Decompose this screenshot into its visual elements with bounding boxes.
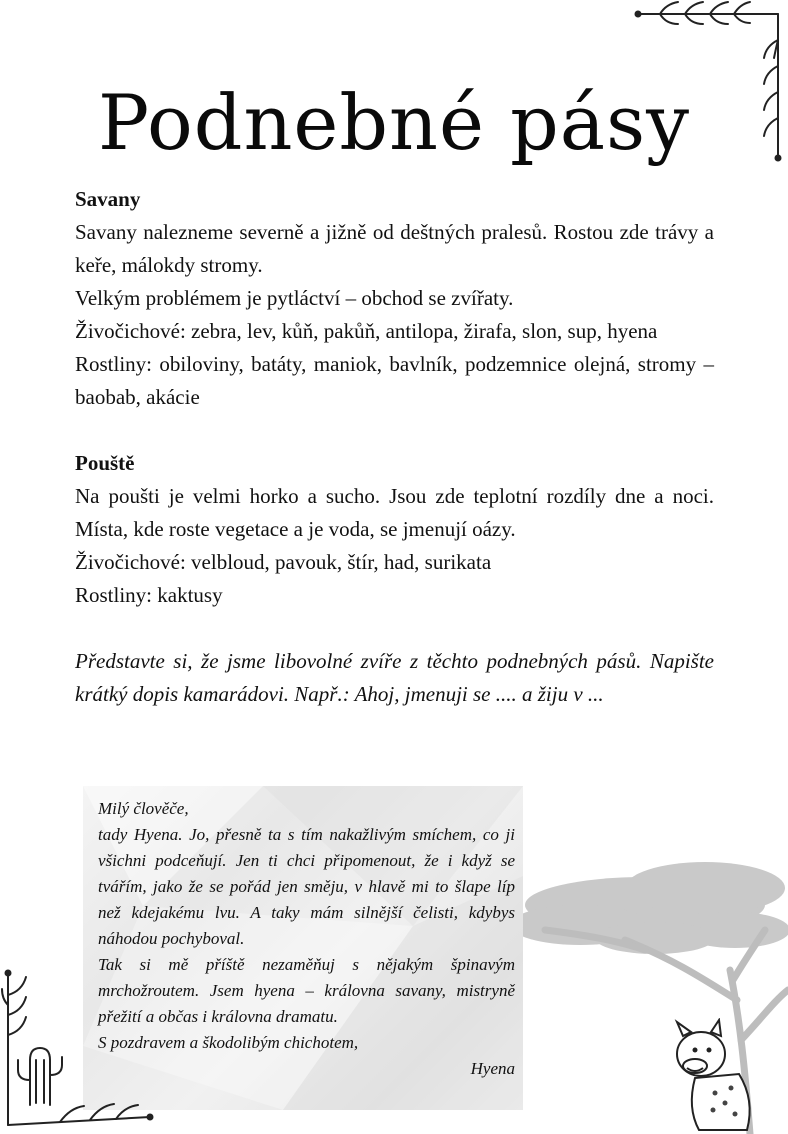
savany-line: Savany nalezneme severně a jižně od deštných pralesů. Rostou zde trávy a keře, málokdy stromy.	[75, 220, 714, 277]
content-body	[75, 183, 714, 711]
letter-closing: S pozdravem a škodolibým chichotem,	[98, 1033, 359, 1052]
savany-line: Živočichové: zebra, lev, kůň, pakůň, antilopa, žirafa, slon, sup, hyena	[75, 319, 658, 343]
letter-signature: Hyena	[470, 1059, 515, 1078]
section-heading-pouste: Pouště	[75, 451, 135, 475]
savany-line: Rostliny: obiloviny, batáty, maniok, bavlník, podzemnice olejná, stromy – baobab, akácie	[75, 352, 714, 409]
section-heading-savany: Savany	[75, 187, 141, 211]
spacer	[75, 612, 714, 645]
pouste-line: Živočichové: velbloud, pavouk, štír, had, surikata	[75, 550, 492, 574]
letter-paragraph: tady Hyena. Jo, přesně ta s tím nakažlivým smíchem, co ji všichni podceňují. Jen ti chci připomenout, že i když se tvářím, jako že se pořád jen směju, v hlavě mi to šlape líp než kdejakému lvu. A taky mám silnější čelisti, kdybys náhodou pochyboval.	[98, 825, 515, 948]
cartoon-hyena-icon	[665, 1018, 765, 1134]
pouste-line: Na poušti je velmi horko a sucho. Jsou zde teplotní rozdíly dne a noci. Místa, kde roste vegetace a je voda, se jmenují oázy.	[75, 484, 714, 541]
cactus-branch-corner-icon	[0, 965, 160, 1134]
letter-greeting: Milý člověče,	[98, 799, 189, 818]
letter-paragraph: Tak si mě příště nezaměňuj s nějakým špinavým mrchožroutem. Jsem hyena – královna savany, mistryně přežití a občas i královna dramatu.	[98, 955, 515, 1026]
page-title: Podnebné pásy	[97, 78, 691, 167]
letter-text	[98, 796, 515, 1082]
task-instruction: Představte si, že jsme libovolné zvíře z těchto podnebných pásů. Napište krátký dopis kamarádovi. Např.: Ahoj, jmenuji se .... a žiju v ...	[75, 649, 714, 706]
pouste-line: Rostliny: kaktusy	[75, 583, 223, 607]
savany-line: Velkým problémem je pytláctví – obchod se zvířaty.	[75, 286, 514, 310]
spacer	[75, 414, 714, 447]
